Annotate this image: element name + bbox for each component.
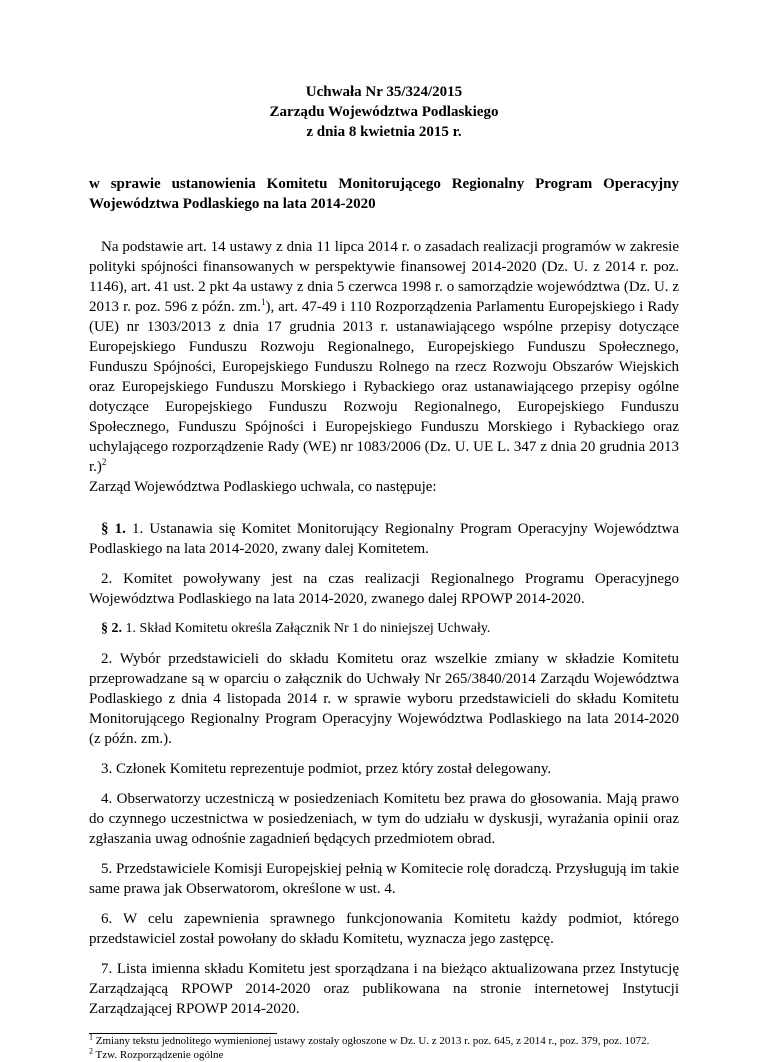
legal-basis-text-2: ), art. 47-49 i 110 Rozporządzenia Parlamentu Europejskiego i Rady (UE) nr 1303/2013 z dnia 17 grudnia 2013 r. ustanawiającego wspólne przepisy dotyczące Europejskiego Funduszu Rozwoju Regionalnego, Europejskiego Funduszu Społecznego, Funduszu Spójności, Europejskiego Funduszu Rolnego na rzecz Rozwoju Obszarów Wiejskich oraz Europejskiego Funduszu Morskiego i Rybackiego oraz ustanawiającego przepisy ogólne dotyczące Europejskiego Funduszu Rozwoju Regionalnego, Europejskiego Funduszu Społecznego, Funduszu Spójności i Europejskiego Funduszu Morskiego i Rybackiego oraz uchylającego rozporządzenie Rady (WE) nr 1083/2006 (Dz. U. UE L. 347 z dnia 20 grudnia 2013 r.): [89, 299, 679, 475]
footnote-1-text: Zmiany tekstu jednolitego wymienionej ustawy zostały ogłoszone w Dz. U. z 2013 r. poz. 645, z 2014 r., poz. 379, poz. 1072.: [93, 1035, 650, 1047]
footnote-ref-2: 2: [101, 457, 107, 467]
section-1-paragraph-1: [89, 519, 679, 559]
footnote-2-mark: 2: [89, 1046, 93, 1056]
footnote-2: [89, 1048, 679, 1062]
section-2-mark: § 2.: [101, 621, 122, 636]
section-1-paragraph-2: 2. Komitet powoływany jest na czas realizacji Regionalnego Programu Operacyjnego Województwa Podlaskiego na lata 2014-2020, zwanego dalej RPOWP 2014-2020.: [89, 571, 679, 607]
section-2-paragraph-7: 7. Lista imienna składu Komitetu jest sporządzana i na bieżąco aktualizowana przez Instytucję Zarządzającą RPOWP 2014-2020 oraz publikowana na stronie internetowej Instytucji Zarządzającej RPOWP 2014-2020.: [89, 961, 679, 1017]
issuing-body: Zarządu Województwa Podlaskiego: [269, 104, 499, 120]
legal-basis-paragraph: [89, 237, 679, 497]
section-1-mark: § 1.: [101, 521, 126, 537]
section-2-text-1: 1. Skład Komitetu określa Załącznik Nr 1 do niniejszej Uchwały.: [125, 621, 491, 636]
section-2-paragraph-5: 5. Przedstawiciele Komisji Europejskiej pełnią w Komitecie rolę doradczą. Przysługują im takie same prawa jak Obserwatorom, określone w ust. 4.: [89, 861, 679, 897]
resolution-subject: w sprawie ustanowienia Komitetu Monitorującego Regionalny Program Operacyjny Województwa Podlaskiego na lata 2014-2020: [89, 176, 679, 212]
legal-basis-text-1: Na podstawie art. 14 ustawy z dnia 11 lipca 2014 r. o zasadach realizacji programów w zakresie polityki spójności finansowanych w perspektywie finansowej 2014-2020 (Dz. U. z 2014 r. poz. 1146), art. 41 ust. 2 pkt 4a ustawy z dnia 5 czerwca 1998 r. o samorządzie województwa (Dz. U. z 2013 r. poz. 596 z późn. zm.: [89, 239, 679, 315]
section-1-text-1: 1. Ustanawia się Komitet Monitorujący Regionalny Program Operacyjny Województwa Podlaskiego na lata 2014-2020, zwany dalej Komitetem.: [89, 521, 680, 557]
footnote-1: [89, 1034, 679, 1048]
footnote-1-mark: 1: [89, 1032, 93, 1042]
section-2-paragraph-6: 6. W celu zapewnienia sprawnego funkcjonowania Komitetu każdy podmiot, którego przedstawiciel został powołany do składu Komitetu, wyznacza jego zastępcę.: [89, 911, 679, 947]
footnote-2-text: Tzw. Rozporządzenie ogólne: [93, 1049, 224, 1061]
footnote-ref-1: 1: [260, 297, 266, 307]
legal-basis-text-3: Zarząd Województwa Podlaskiego uchwala, co następuje:: [89, 479, 437, 495]
document-page: [89, 82, 679, 1062]
section-2-paragraph-1: [89, 619, 679, 639]
resolution-number: Uchwała Nr 35/324/2015: [305, 84, 463, 100]
section-2-paragraph-2: 2. Wybór przedstawicieli do składu Komitetu oraz wszelkie zmiany w składzie Komitetu przeprowadzane są w oparciu o załącznik do Uchwały Nr 265/3840/2014 Zarządu Województwa Podlaskiego z dnia 4 listopada 2014 r. w sprawie wyboru przedstawicieli do składu Komitetu Monitorującego Regionalny Program Operacyjny Województwa Podlaskiego na lata 2014-2020 (z późn. zm.).: [89, 651, 679, 747]
section-2-paragraph-4: 4. Obserwatorzy uczestniczą w posiedzeniach Komitetu bez prawa do głosowania. Mają prawo do czynnego uczestnictwa w posiedzeniach, w tym do udziału w dyskusji, wyrażania opinii oraz zgłaszania uwag odnośnie zagadnień będących przedmiotem obrad.: [89, 791, 679, 847]
section-2-paragraph-3: 3. Członek Komitetu reprezentuje podmiot, przez który został delegowany.: [101, 761, 552, 777]
resolution-date: z dnia 8 kwietnia 2015 r.: [306, 124, 462, 140]
